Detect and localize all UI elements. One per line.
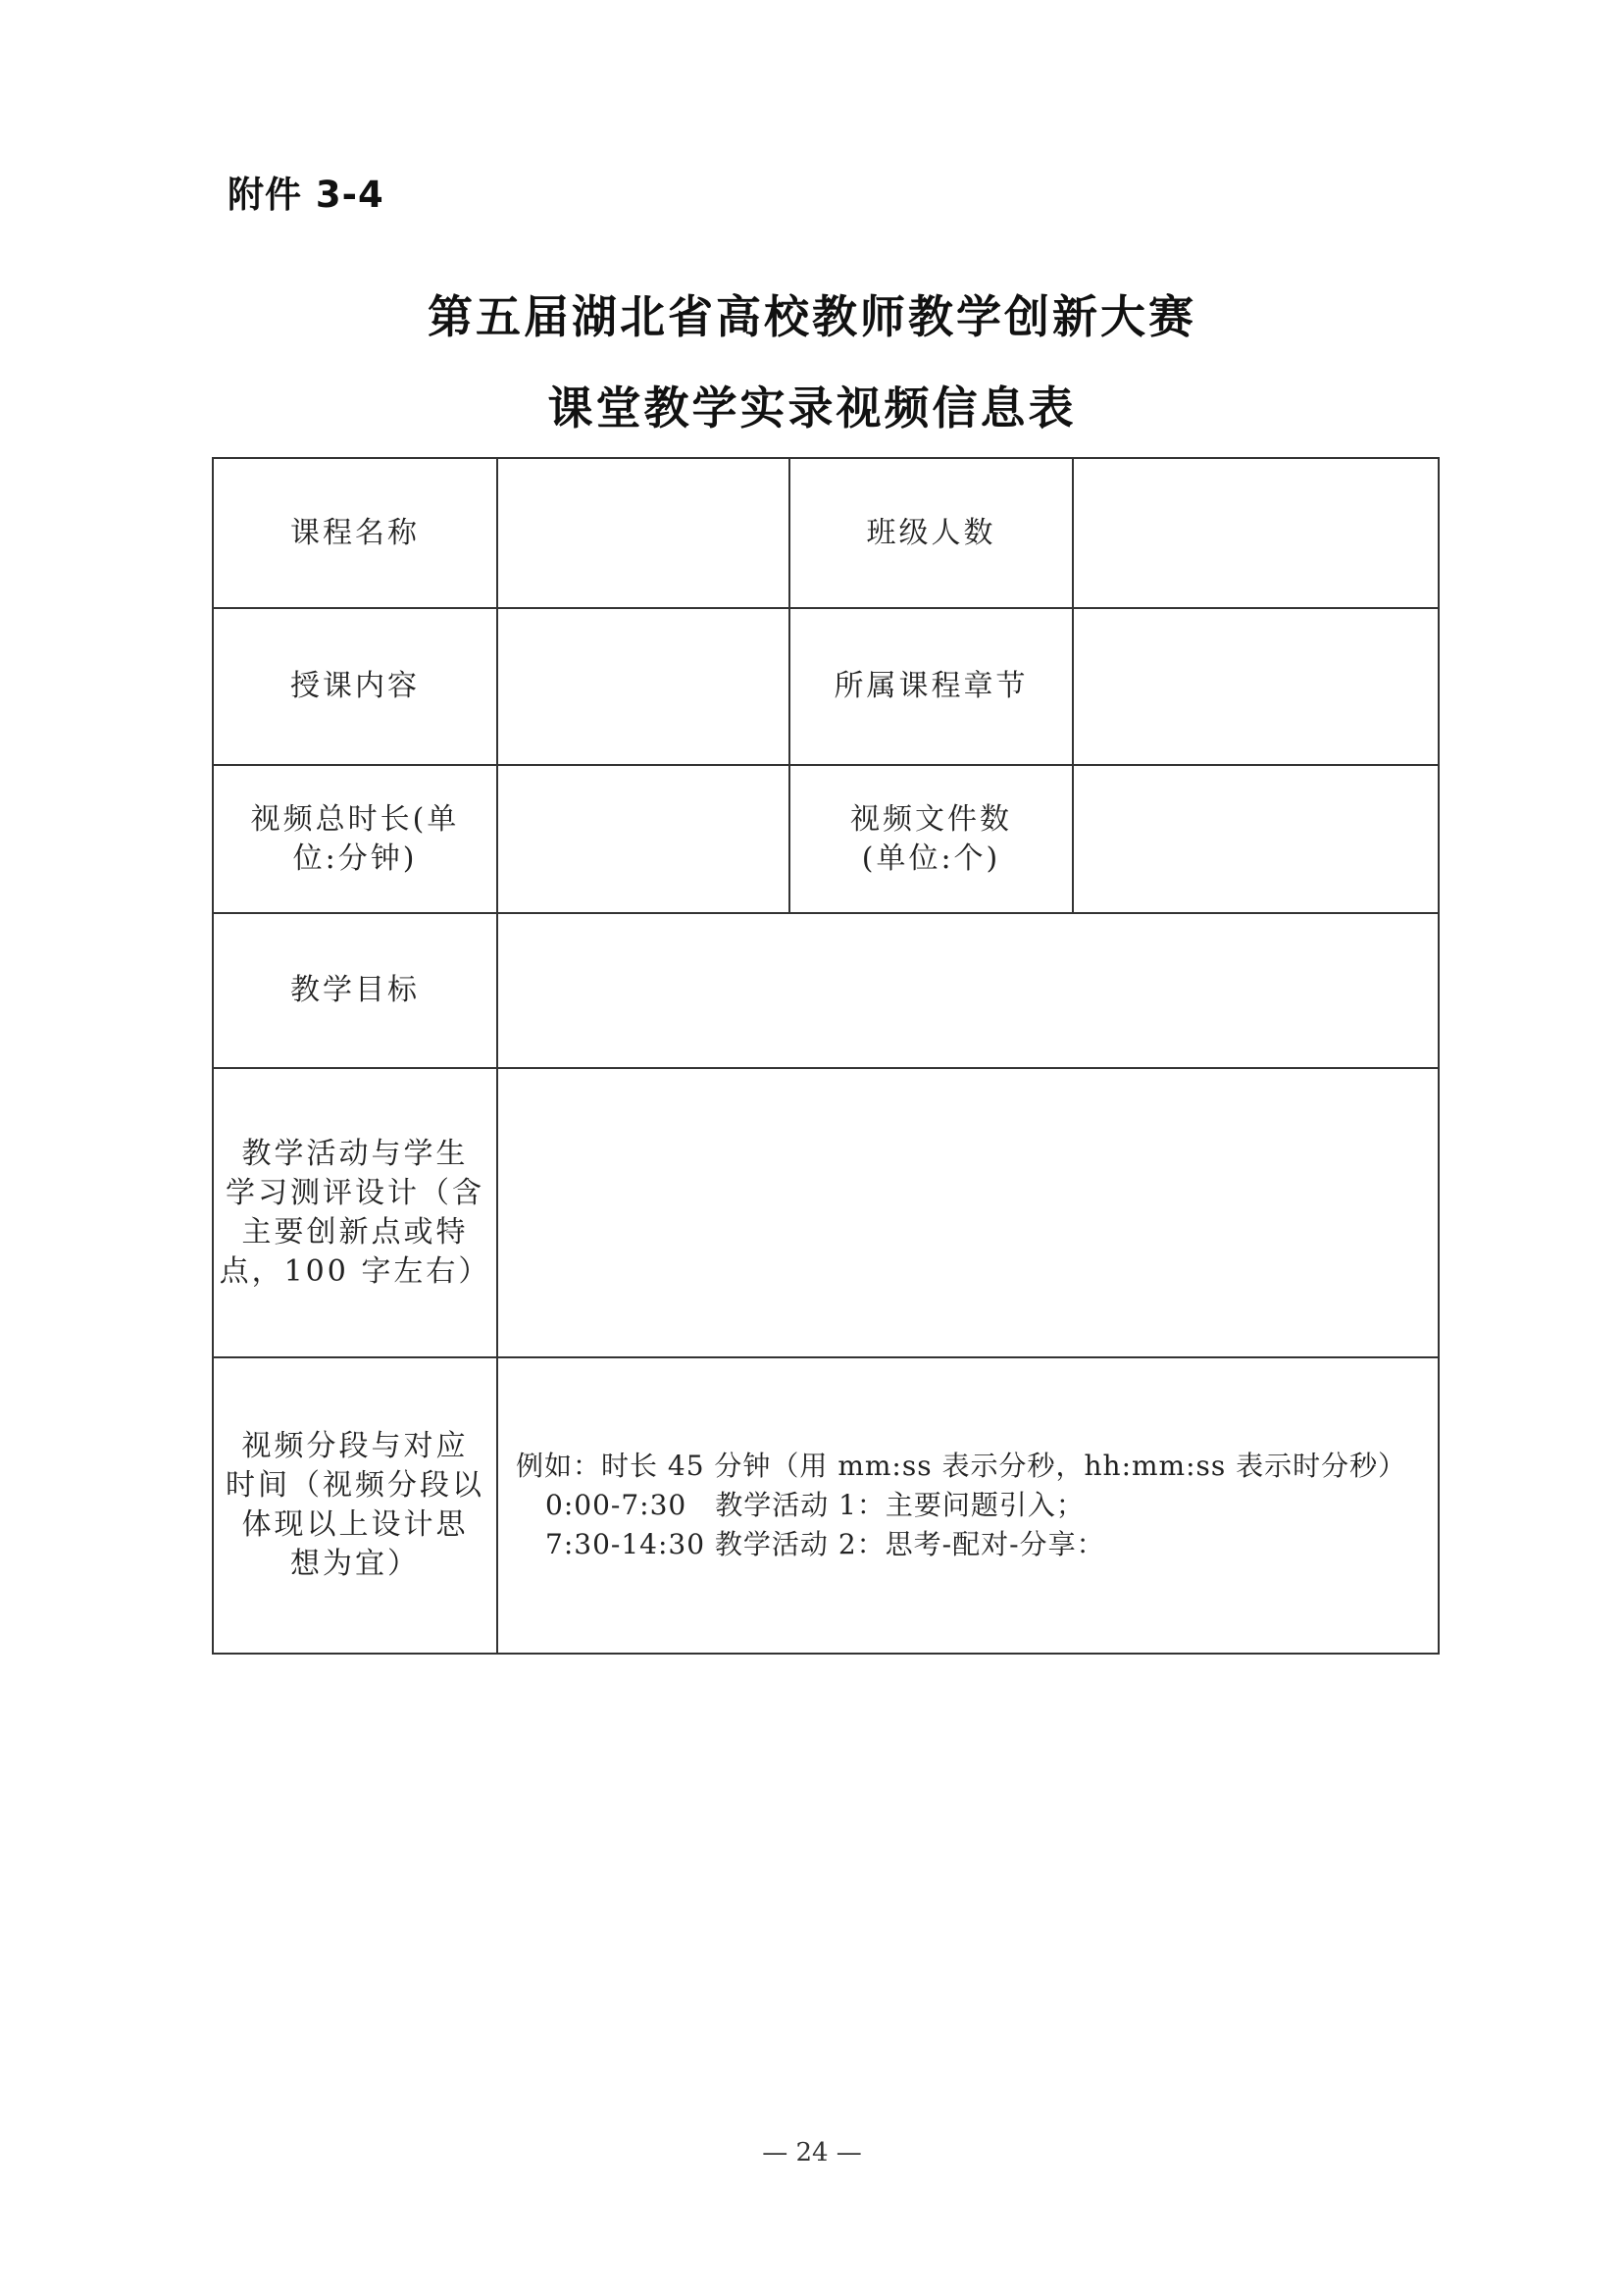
class-size-field[interactable] <box>1073 458 1439 608</box>
video-segments-field[interactable] <box>497 1357 1439 1654</box>
video-files-label: 视频文件数 (单位:个) <box>789 765 1073 913</box>
row-video-duration <box>213 765 1439 913</box>
row-teaching-goal <box>213 913 1439 1068</box>
class-size-label: 班级人数 <box>789 458 1073 608</box>
document-subtitle: 课堂教学实录视频信息表 <box>547 382 1077 434</box>
row-teaching-content <box>213 608 1439 765</box>
video-info-form <box>212 457 1440 1655</box>
video-files-field[interactable] <box>1073 765 1439 913</box>
row-video-segments <box>213 1357 1439 1654</box>
video-duration-field[interactable] <box>497 765 789 913</box>
teaching-content-label: 授课内容 <box>213 608 497 765</box>
attachment-label: 附件 3-4 <box>228 174 384 216</box>
row-course-name <box>213 458 1439 608</box>
activity-design-field[interactable] <box>497 1068 1439 1357</box>
example-line: 例如：时长 45 分钟（用 mm:ss 表示分秒，hh:mm:ss 表示时分秒） <box>516 1450 1407 1482</box>
example-line: 7:30-14:30 教学活动 2：思考-配对-分享： <box>545 1528 1105 1560</box>
row-activity-design <box>213 1068 1439 1357</box>
video-segments-label: 视频分段与对应 时间（视频分段以 体现以上设计思 想为宜） <box>213 1357 497 1654</box>
activity-design-label: 教学活动与学生 学习测评设计（含 主要创新点或特 点，100 字左右） <box>213 1068 497 1357</box>
page-number: — 24 — <box>762 2138 862 2167</box>
video-duration-label: 视频总时长(单 位:分钟) <box>213 765 497 913</box>
teaching-goal-field[interactable] <box>497 913 1439 1068</box>
course-name-field[interactable] <box>497 458 789 608</box>
teaching-content-field[interactable] <box>497 608 789 765</box>
chapter-field[interactable] <box>1073 608 1439 765</box>
document-title: 第五届湖北省高校教师教学创新大赛 <box>428 290 1196 343</box>
course-name-label: 课程名称 <box>213 458 497 608</box>
example-line: 0:00-7:30 教学活动 1：主要问题引入； <box>545 1489 1085 1521</box>
teaching-goal-label: 教学目标 <box>213 913 497 1068</box>
chapter-label: 所属课程章节 <box>789 608 1073 765</box>
